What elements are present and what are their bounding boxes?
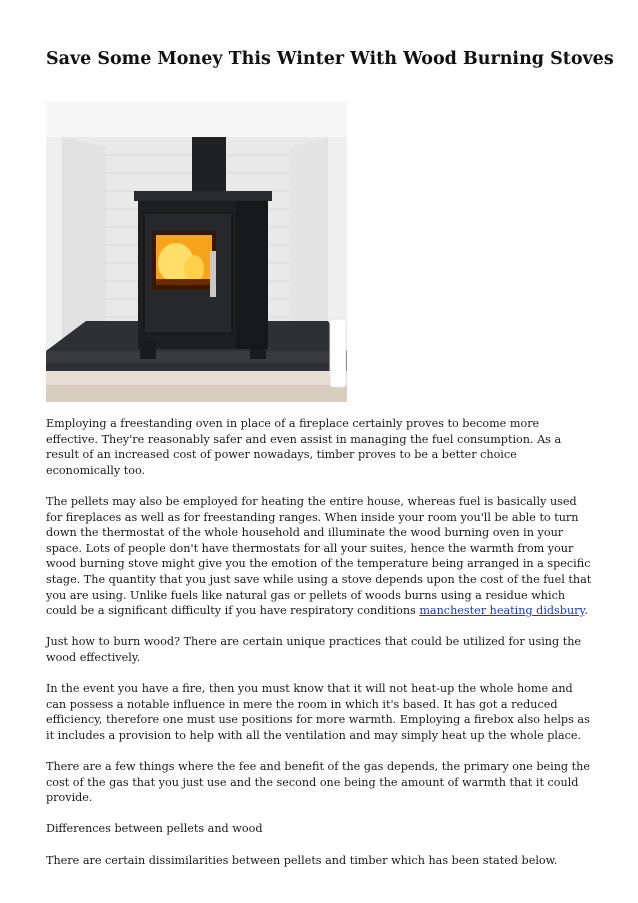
paragraph-2-text: The pellets may also be employed for heating the entire house, whereas fuel is basically used for fireplaces as well as for freestanding ranges. When inside your room you'll be able to turn down the thermostat of the whole household and illuminate the wood burning oven in your space. Lots of people don't have thermostats for all your suites, hence the warmth from your wood burning stove might give you the emotion of the temperature being arranged in a specific stage. The quantity that you just save while using a stove depends upon the cost of the fuel that you are using. Unlike fuels like natural gas or pellets of woods burns using a residue which could be a significant difficulty if you have respiratory conditions [46, 494, 592, 618]
paragraph-2 [46, 494, 594, 619]
paragraph-3: Just how to burn wood? There are certain unique practices that could be utilized for using the wood effectively. [46, 635, 582, 664]
article-body [46, 416, 594, 884]
wood-stove-image [46, 101, 347, 402]
paragraph-5: There are a few things where the fee and benefit of the gas depends, the primary one being the cost of the gas that you just use and the second one being the amount of warmth that it could provide. [46, 760, 590, 805]
manchester-heating-link[interactable]: manchester heating didsbury [419, 604, 585, 618]
wood-stove-photo [46, 101, 347, 402]
paragraph-2-end: . [584, 604, 588, 618]
paragraph-1: Employing a freestanding oven in place of a fireplace certainly proves to become more effective. They're reasonably safer and even assist in managing the fuel consumption. As a result of an increased cost of power nowadays, timber proves to be a better choice economically too. [46, 417, 562, 477]
paragraph-4: In the event you have a fire, then you must know that it will not heat-up the whole home and can possess a notable influence in mere the room in which it's based. It has got a reduced efficiency, therefore one must use positions for more warmth. Employing a firebox also helps as it includes a provision to help with all the ventilation and may simply heat up the whole place. [46, 682, 590, 742]
paragraph-7: There are certain dissimilarities between pellets and timber which has been stated below. [46, 853, 558, 867]
article-title: Save Some Money This Winter With Wood Burning Stoves [46, 49, 614, 69]
paragraph-6: Differences between pellets and wood [46, 822, 263, 836]
